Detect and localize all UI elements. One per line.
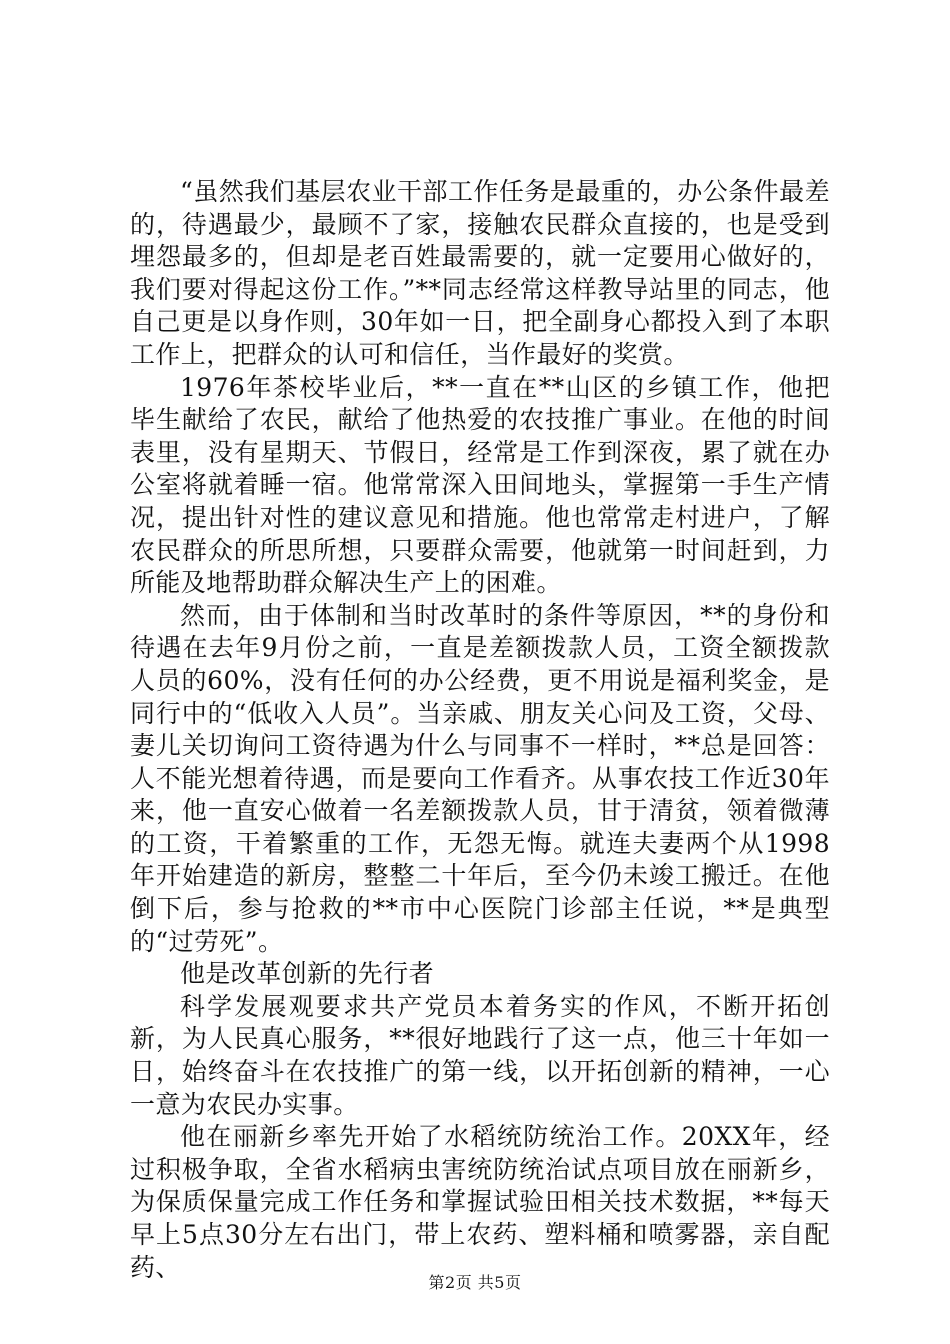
paragraph: “虽然我们基层农业干部工作任务是最重的，办公条件最差的，待遇最少，最顾不了家，接触农民群众直接的，也是受到埋怨最多的，但却是老百姓最需要的，就一定要用心做好的，我们要对得起这份工作。”**同志经常这样教导站里的同志，他自己更是以身作则，30年如一日，把全副身心都投入到了本职工作上，把群众的认可和信任，当作最好的奖赏。	[130, 177, 830, 369]
paragraph: 1976年茶校毕业后，**一直在**山区的乡镇工作，他把毕生献给了农民，献给了他热爱的农技推广事业。在他的时间表里，没有星期天、节假日，经常是工作到深夜，累了就在办公室将就着睡一宿。他常常深入田间地头，掌握第一手生产情况，提出针对性的建议意见和措施。他也常常走村进户，了解农民群众的所思所想，只要群众需要，他就第一时间赶到，力所能及地帮助群众解决生产上的困难。	[130, 372, 830, 598]
page-footer: 第2页 共5页	[428, 1273, 522, 1292]
section-heading: 他是改革创新的先行者	[180, 959, 435, 989]
paragraph: 他在丽新乡率先开始了水稻统防统治工作。20XX年，经过积极争取，全省水稻病虫害统防统治试点项目放在丽新乡，为保质保量完成工作任务和掌握试验田相关技术数据，**每天早上5点30分左右出门，带上农药、塑料桶和喷雾器，亲自配药、	[130, 1122, 830, 1282]
paragraph: 然而，由于体制和当时改革时的条件等原因，**的身份和待遇在去年9月份之前，一直是差额拨款人员，工资全额拨款人员的60%，没有任何的办公经费，更不用说是福利奖金，是同行中的“低收入人员”。当亲戚、朋友关心问及工资，父母、妻儿关切询问工资待遇为什么与同事不一样时，**总是回答：人不能光想着待遇，而是要向工作看齐。从事农技工作近30年来，他一直安心做着一名差额拨款人员，甘于清贫，领着微薄的工资，干着繁重的工作，无怨无悔。就连夫妻两个从1998年开始建造的新房，整整二十年后，至今仍未竣工搬迁。在他倒下后，参与抢救的**市中心医院门诊部主任说，**是典型的“过劳死”。	[130, 600, 830, 956]
document-body	[130, 176, 830, 1284]
paragraph: 科学发展观要求共产党员本着务实的作风，不断开拓创新，为人民真心服务，**很好地践行了这一点，他三十年如一日，始终奋斗在农技推广的第一线，以开拓创新的精神，一心一意为农民办实事。	[130, 991, 830, 1119]
